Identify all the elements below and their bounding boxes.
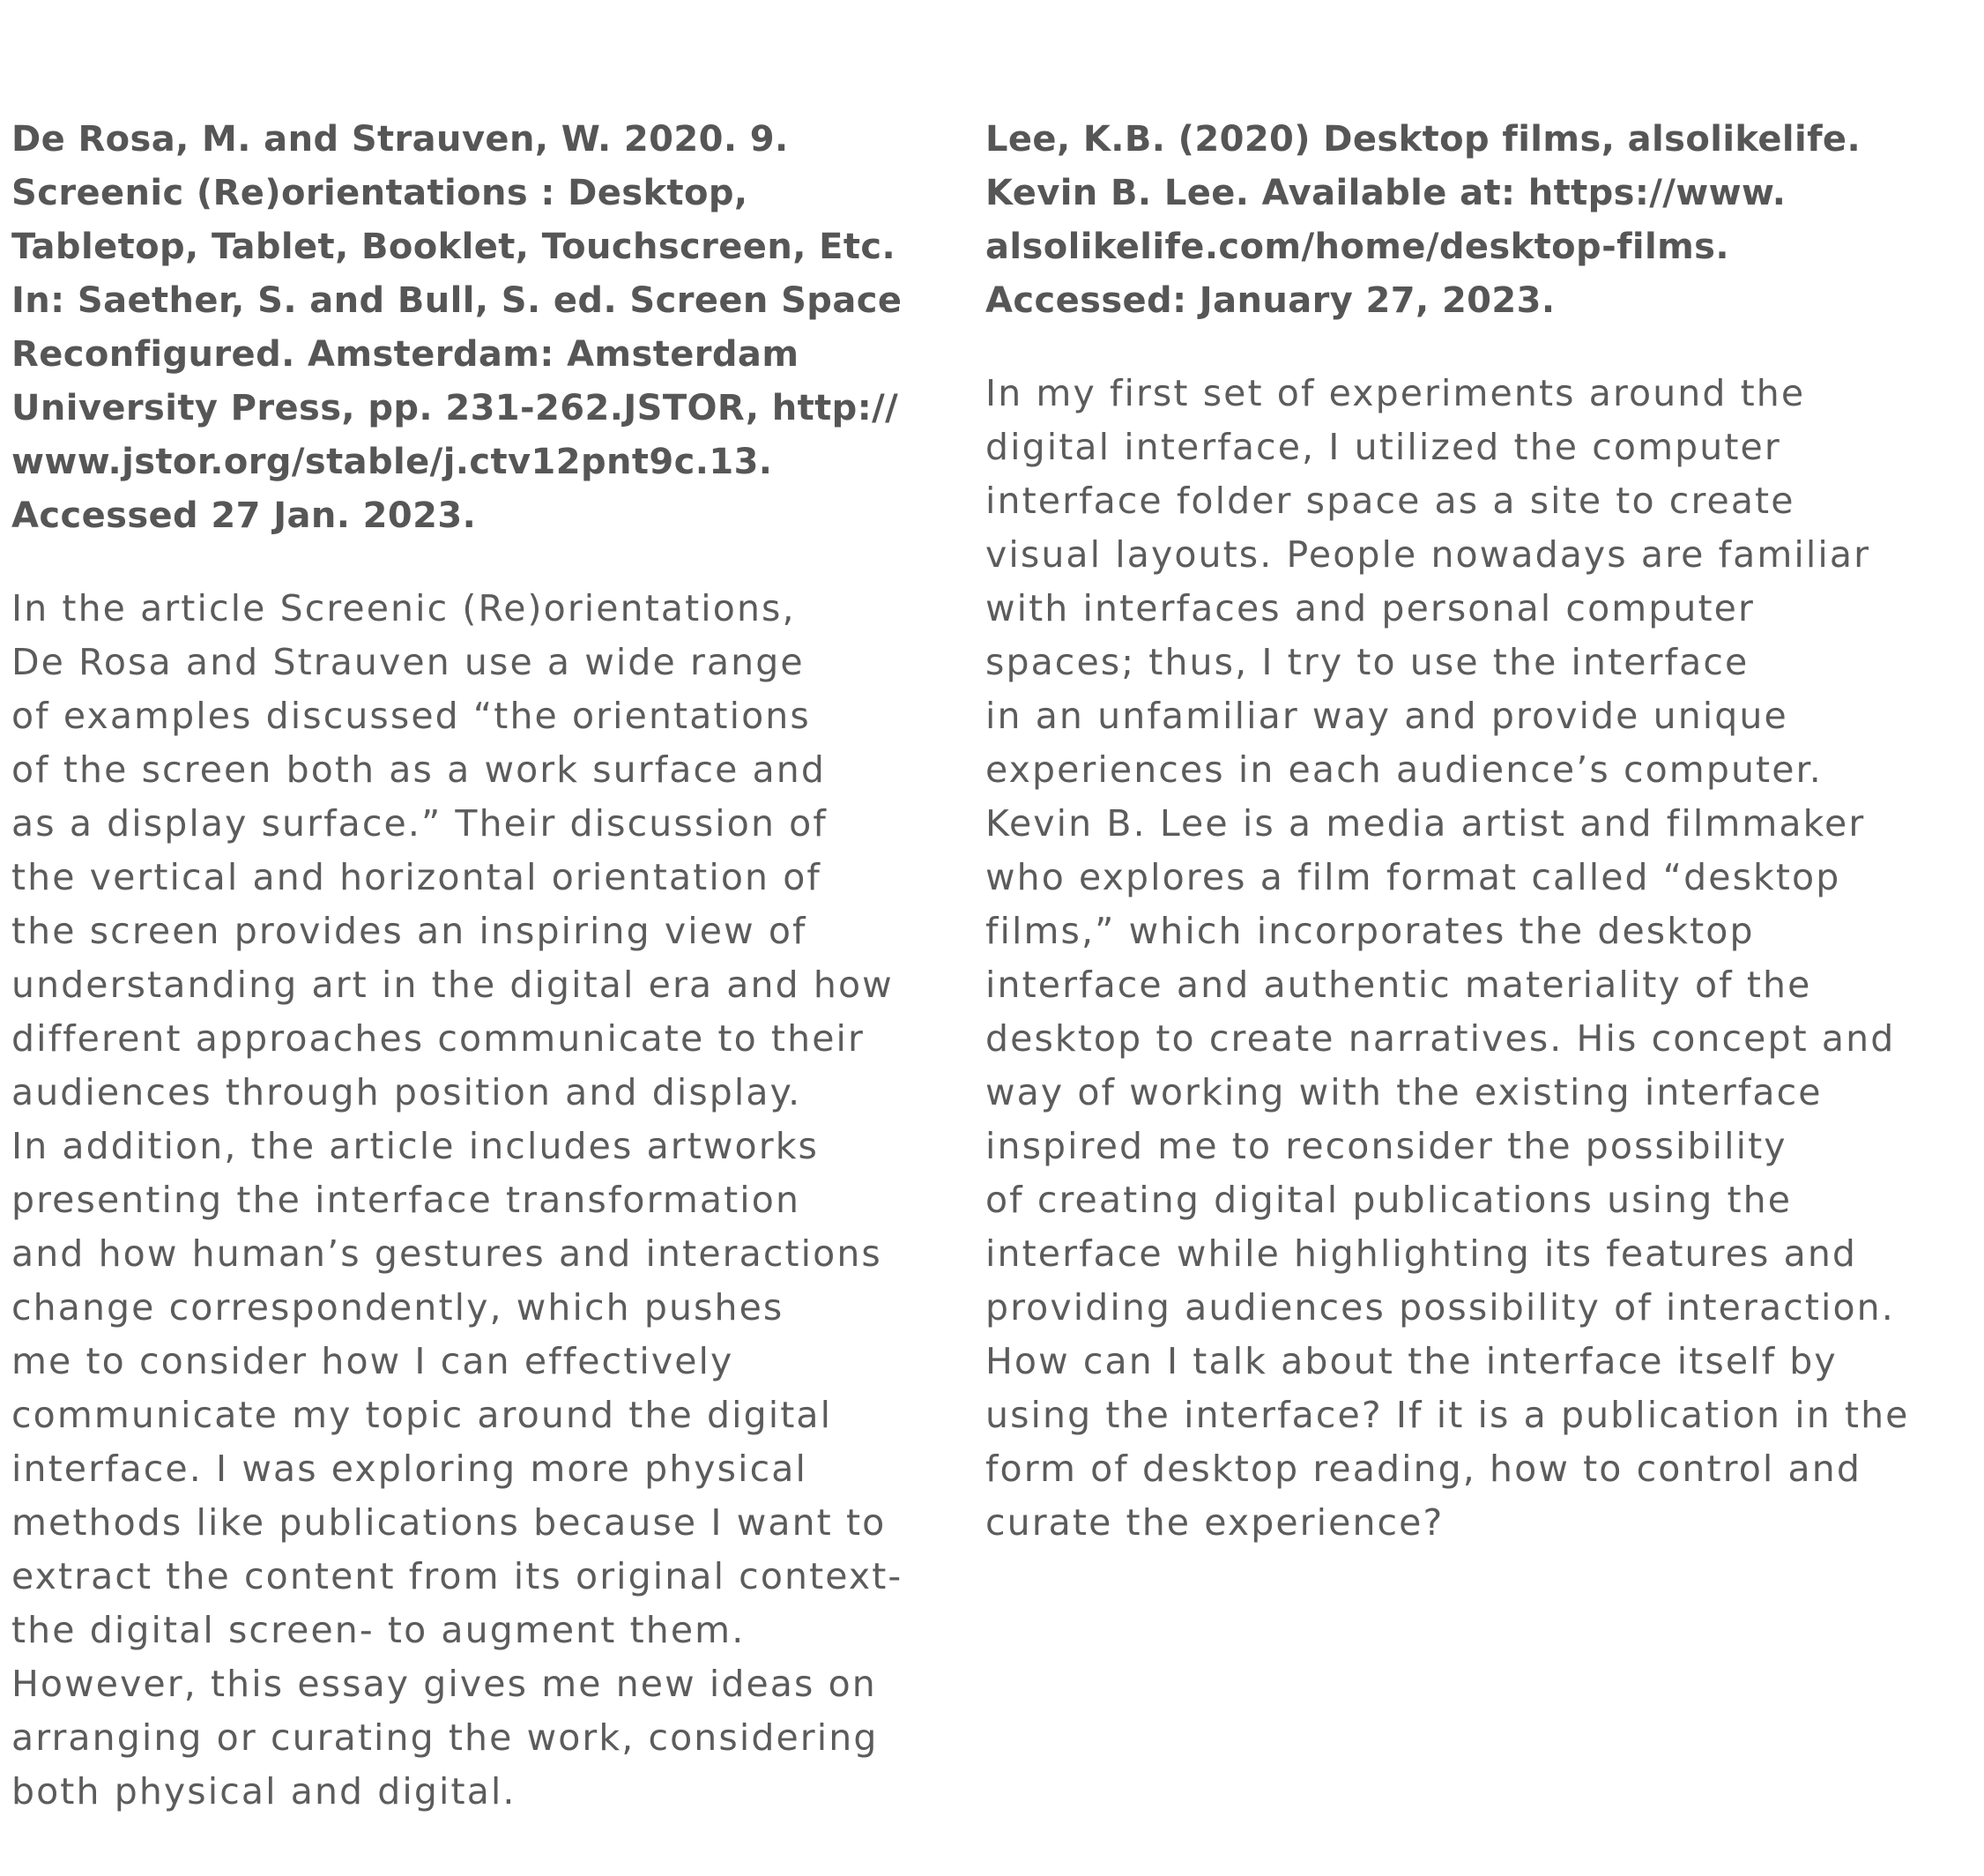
paragraph-line: of examples discussed “the orientations [11,695,811,737]
citation-line: Kevin B. Lee. Available at: https://www. [985,173,1787,213]
paragraph-line: presenting the interface transformation [11,1179,801,1221]
paragraph-line: audiences through position and display. [11,1071,802,1113]
paragraph-line: different approaches communicate to their [11,1017,865,1060]
paragraph-line: of creating digital publications using the [985,1179,1793,1221]
left-column [11,113,902,1819]
paragraph-line: the screen provides an inspiring view of [11,910,807,952]
paragraph-line: communicate my topic around the digital [11,1394,833,1436]
paragraph-line: curate the experience? [985,1501,1445,1544]
paragraph-line: and how human’s gestures and interactions [11,1232,882,1275]
citation-line: Accessed: January 27, 2023. [985,280,1556,321]
citation-line: Accessed 27 Jan. 2023. [11,495,477,536]
paragraph-line: form of desktop reading, how to control and [985,1448,1861,1490]
paragraph-line: Kevin B. Lee is a media artist and filmmaker [985,802,1866,845]
right-paragraph [985,367,1910,1550]
paragraph-line: understanding art in the digital era and how [11,964,894,1006]
paragraph-line: interface and authentic materiality of the [985,964,1812,1006]
paragraph-line: with interfaces and personal computer [985,587,1755,629]
citation-line: In: Saether, S. and Bull, S. ed. Screen Space [11,280,903,321]
paragraph-line: In addition, the article includes artworks [11,1125,820,1167]
paragraph-line: digital interface, I utilized the computer [985,426,1781,468]
paragraph-line: the vertical and horizontal orientation of [11,856,821,898]
left-citation [11,113,902,543]
left-paragraph [11,582,902,1819]
paragraph-line: change correspondently, which pushes [11,1286,784,1329]
right-column [985,113,1910,1550]
paragraph-line: extract the content from its original context- [11,1555,903,1597]
paragraph-line: methods like publications because I want to [11,1501,887,1544]
paragraph-line: providing audiences possibility of interaction. [985,1286,1895,1329]
paragraph-line: films,” which incorporates the desktop [985,910,1755,952]
paragraph-line: experiences in each audience’s computer. [985,748,1823,791]
citation-line: Reconfigured. Amsterdam: Amsterdam [11,334,799,375]
paragraph-line: spaces; thus, I try to use the interface [985,641,1750,683]
paragraph-line: in an unfamiliar way and provide unique [985,695,1788,737]
paragraph-line: inspired me to reconsider the possibility [985,1125,1787,1167]
paragraph-line: interface folder space as a site to create [985,480,1795,522]
paragraph-line: way of working with the existing interface [985,1071,1823,1113]
paragraph-line: In the article Screenic (Re)orientations, [11,587,796,629]
citation-line: www.jstor.org/stable/j.ctv12pnt9c.13. [11,442,773,482]
paragraph-line: who explores a film format called “desktop [985,856,1841,898]
paragraph-line: However, this essay gives me new ideas on [11,1663,877,1705]
citation-line: University Press, pp. 231-262.JSTOR, http:// [11,388,899,428]
citation-line: De Rosa, M. and Strauven, W. 2020. 9. [11,119,789,160]
right-citation [985,113,1893,328]
paragraph-line: me to consider how I can effectively [11,1340,734,1382]
paragraph-line: desktop to create narratives. His concept and [985,1017,1896,1060]
paragraph-line: of the screen both as a work surface and [11,748,827,791]
paragraph-line: In my first set of experiments around the [985,372,1806,414]
paragraph-line: arranging or curating the work, considering [11,1716,879,1759]
paragraph-line: as a display surface.” Their discussion of [11,802,828,845]
citation-line: alsolikelife.com/home/desktop-films. [985,227,1729,267]
citation-line: Lee, K.B. (2020) Desktop films, alsolikelife. [985,119,1861,160]
paragraph-line: visual layouts. People nowadays are familiar [985,533,1871,576]
paragraph-line: both physical and digital. [11,1770,516,1813]
paragraph-line: using the interface? If it is a publication in the [985,1394,1910,1436]
paragraph-line: How can I talk about the interface itself by [985,1340,1838,1382]
paragraph-line: the digital screen- to augment them. [11,1609,746,1651]
citation-line: Screenic (Re)orientations : Desktop, [11,173,748,213]
paragraph-line: interface. I was exploring more physical [11,1448,807,1490]
paragraph-line: interface while highlighting its features and [985,1232,1858,1275]
paragraph-line: De Rosa and Strauven use a wide range [11,641,805,683]
citation-line: Tabletop, Tablet, Booklet, Touchscreen, Etc. [11,227,896,267]
